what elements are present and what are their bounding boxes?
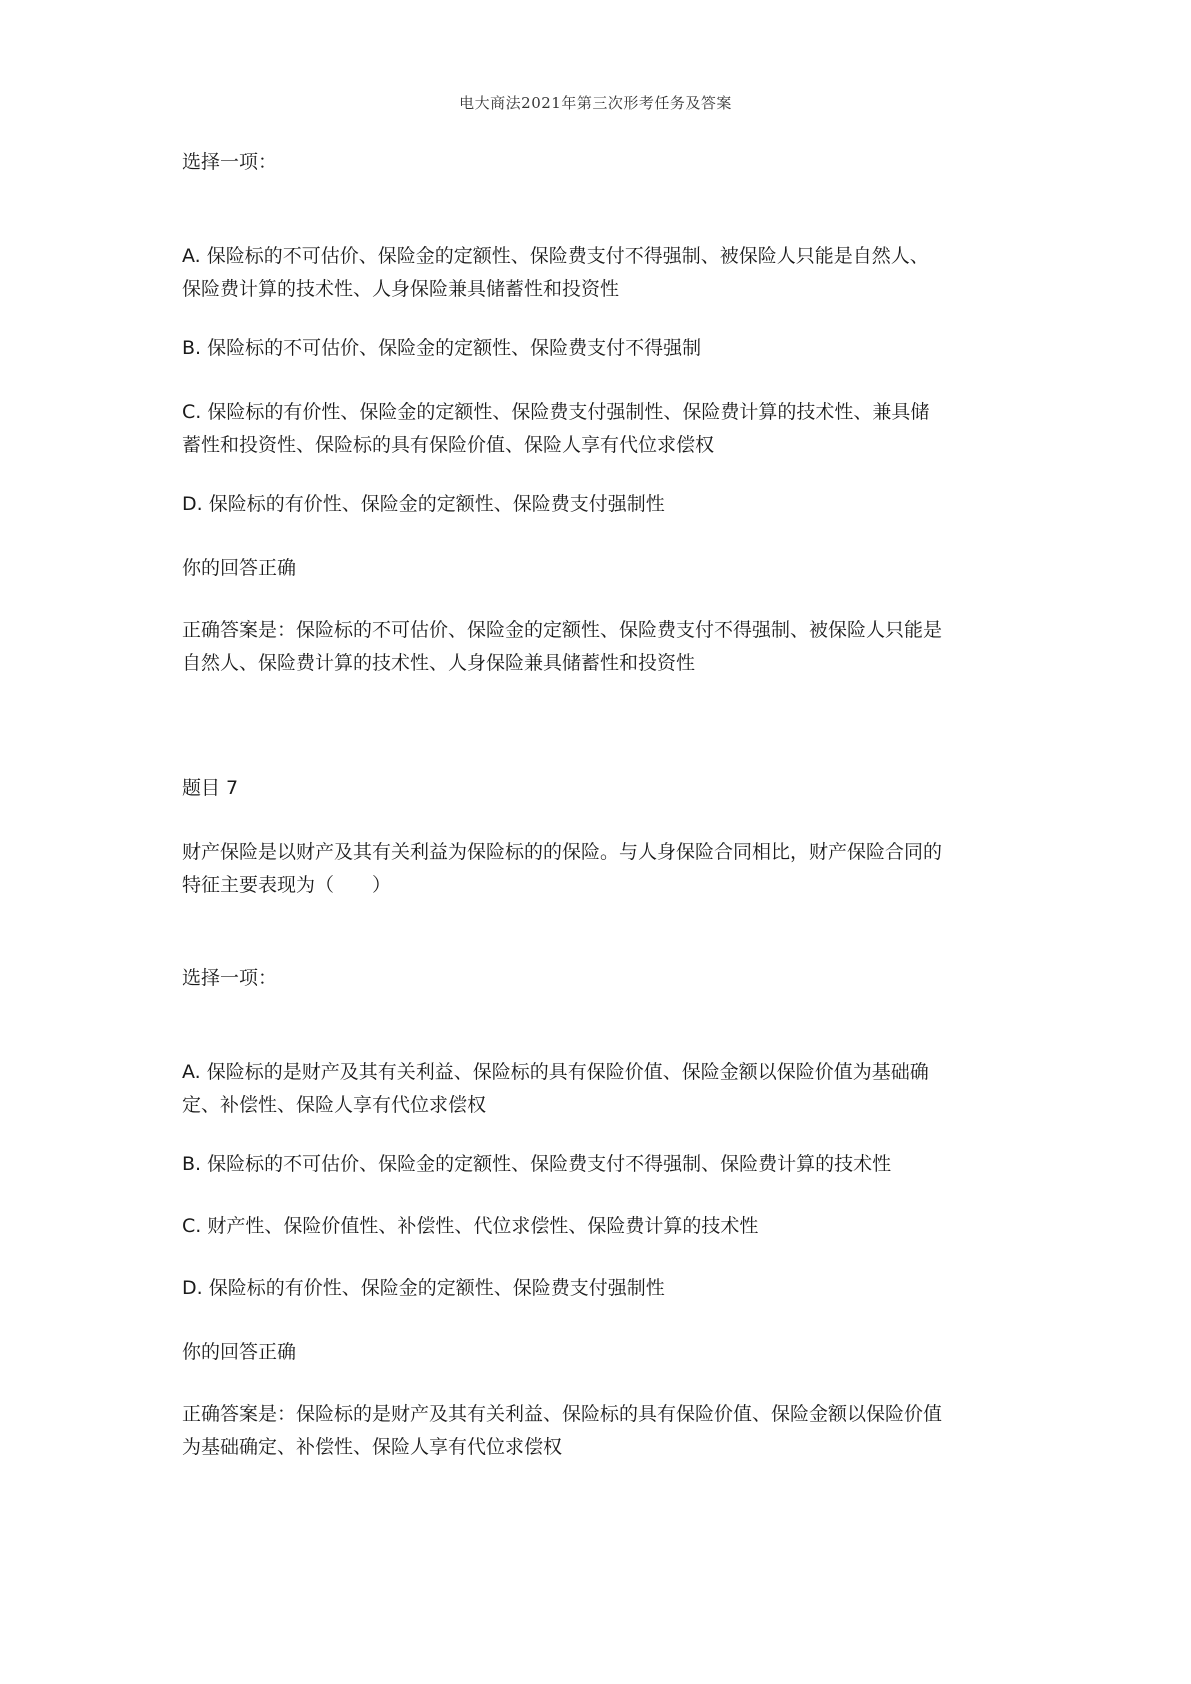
q7-choose-label: 选择一项：	[182, 967, 278, 989]
q6-option-a-line2: 保险费计算的技术性、人身保险兼具储蓄性和投资性	[182, 278, 620, 300]
q7-heading: 题目 7	[182, 777, 239, 799]
q7-option-a-line2: 定、补偿性、保险人享有代位求偿权	[182, 1094, 487, 1116]
q7-option-c: C. 财产性、保险价值性、补偿性、代位求偿性、保险费计算的技术性	[182, 1215, 759, 1237]
q6-answer-line2: 自然人、保险费计算的技术性、人身保险兼具储蓄性和投资性	[182, 652, 696, 674]
q6-answer-line1: 正确答案是：保险标的不可估价、保险金的定额性、保险费支付不得强制、被保险人只能是	[182, 619, 943, 641]
q6-option-c	[182, 396, 1020, 462]
q7-question-line2: 特征主要表现为（ ）	[182, 874, 392, 896]
q7-question	[182, 836, 1020, 902]
q6-correct-answer	[182, 614, 1020, 680]
q6-option-a-line1: A. 保险标的不可估价、保险金的定额性、保险费支付不得强制、被保险人只能是自然人、	[182, 245, 929, 267]
q6-option-b: B. 保险标的不可估价、保险金的定额性、保险费支付不得强制	[182, 337, 702, 359]
q6-option-c-line2: 蓄性和投资性、保险标的具有保险价值、保险人享有代位求偿权	[182, 434, 715, 456]
q6-choose-label: 选择一项：	[182, 151, 278, 173]
q7-option-b: B. 保险标的不可估价、保险金的定额性、保险费支付不得强制、保险费计算的技术性	[182, 1153, 892, 1175]
q6-option-d: D. 保险标的有价性、保险金的定额性、保险费支付强制性	[182, 493, 665, 515]
q6-feedback: 你的回答正确	[182, 557, 297, 579]
page-header-title: 电大商法2021年第三次形考任务及答案	[459, 94, 732, 112]
q6-option-c-line1: C. 保险标的有价性、保险金的定额性、保险费支付强制性、保险费计算的技术性、兼具储	[182, 401, 930, 423]
q7-option-d: D. 保险标的有价性、保险金的定额性、保险费支付强制性	[182, 1277, 665, 1299]
q7-answer-line1: 正确答案是：保险标的是财产及其有关利益、保险标的具有保险价值、保险金额以保险价值	[182, 1403, 943, 1425]
q7-correct-answer	[182, 1398, 1020, 1464]
q6-option-a	[182, 240, 1020, 306]
q7-option-a	[182, 1056, 1020, 1122]
q7-option-a-line1: A. 保险标的是财产及其有关利益、保险标的具有保险价值、保险金额以保险价值为基础确	[182, 1061, 929, 1083]
q7-question-line1: 财产保险是以财产及其有关利益为保险标的的保险。与人身保险合同相比，财产保险合同的	[182, 841, 943, 863]
q7-feedback: 你的回答正确	[182, 1341, 297, 1363]
q7-answer-line2: 为基础确定、补偿性、保险人享有代位求偿权	[182, 1436, 563, 1458]
